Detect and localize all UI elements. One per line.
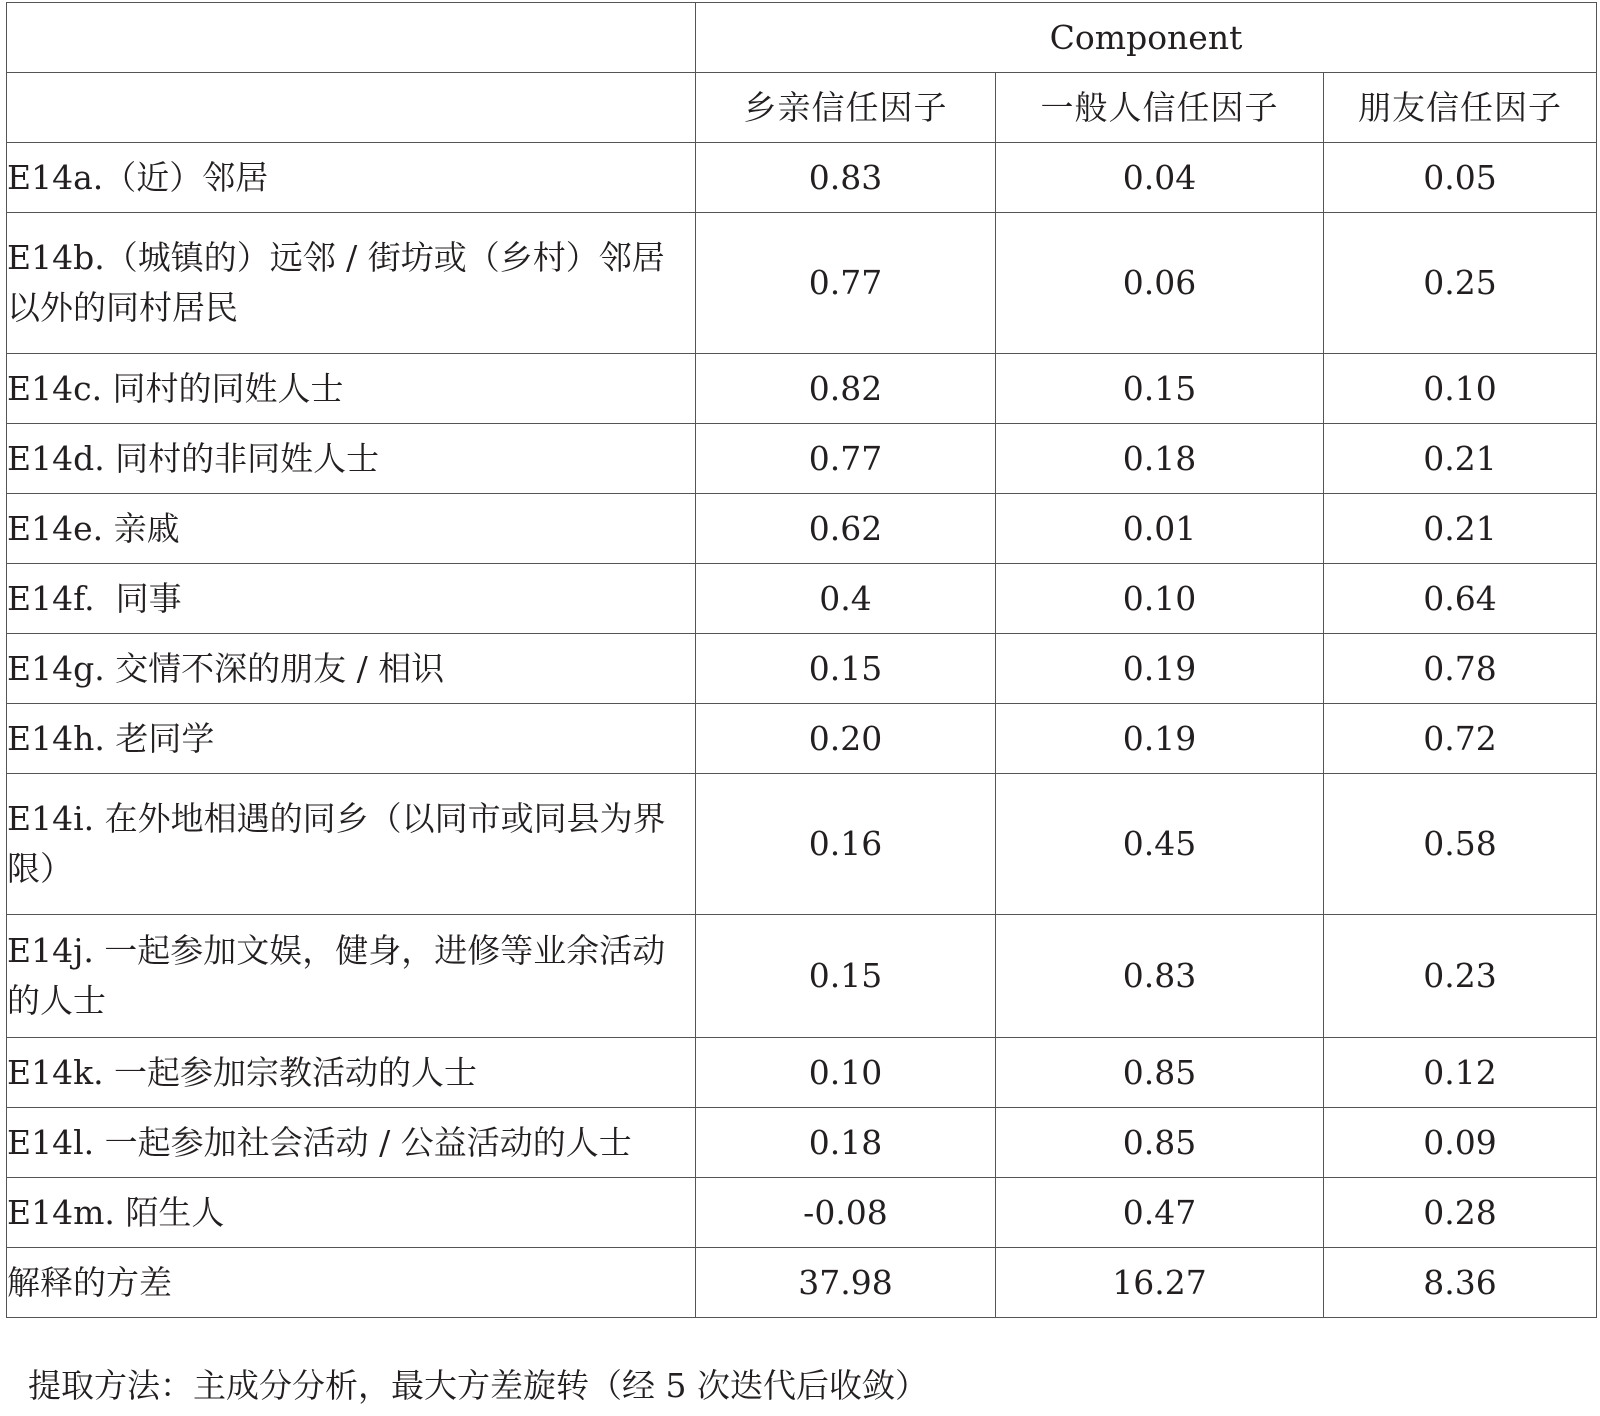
loading-cell: 0.4: [696, 564, 996, 634]
component-group-header: Component: [696, 3, 1597, 73]
loading-cell: 0.62: [696, 494, 996, 564]
loading-cell: 0.58: [1324, 774, 1597, 915]
loading-cell: 0.10: [996, 564, 1324, 634]
table-footnote: 提取方法：主成分分析，最大方差旋转（经 5 次迭代后收敛）: [28, 1366, 928, 1405]
loading-cell: 0.28: [1324, 1178, 1597, 1248]
row-label: E14g. 交情不深的朋友 / 相识: [7, 634, 696, 704]
row-label: E14i. 在外地相遇的同乡（以同市或同县为界限）: [7, 774, 696, 915]
row-label: E14j. 一起参加文娱，健身，进修等业余活动的人士: [7, 915, 696, 1038]
loading-cell: 0.82: [696, 354, 996, 424]
row-label: E14b.（城镇的）远邻 / 街坊或（乡村）邻居以外的同村居民: [7, 213, 696, 354]
loading-cell: 0.12: [1324, 1038, 1597, 1108]
loading-cell: 0.25: [1324, 213, 1597, 354]
row-label: E14c. 同村的同姓人士: [7, 354, 696, 424]
table-row: [7, 564, 1597, 634]
row-label: E14e. 亲戚: [7, 494, 696, 564]
loading-cell: 0.18: [696, 1108, 996, 1178]
row-label: E14m. 陌生人: [7, 1178, 696, 1248]
loading-cell: 0.09: [1324, 1108, 1597, 1178]
table-row: [7, 1038, 1597, 1108]
table-row: [7, 213, 1597, 354]
table-row: [7, 143, 1597, 213]
loading-cell: 0.77: [696, 424, 996, 494]
loading-cell: -0.08: [696, 1178, 996, 1248]
loading-cell: 0.15: [696, 915, 996, 1038]
factor-loadings-table: [6, 2, 1597, 1318]
row-label: E14k. 一起参加宗教活动的人士: [7, 1038, 696, 1108]
loading-cell: 0.05: [1324, 143, 1597, 213]
loading-cell: 0.19: [996, 704, 1324, 774]
loading-cell: 0.15: [996, 354, 1324, 424]
column-header-villager-trust: 乡亲信任因子: [696, 73, 996, 143]
table-row: [7, 424, 1597, 494]
loading-cell: 0.83: [696, 143, 996, 213]
loading-cell: 0.10: [696, 1038, 996, 1108]
variance-cell: 16.27: [996, 1248, 1324, 1318]
loading-cell: 0.72: [1324, 704, 1597, 774]
table-row: [7, 915, 1597, 1038]
table-row: [7, 704, 1597, 774]
variance-cell: 8.36: [1324, 1248, 1597, 1318]
loading-cell: 0.23: [1324, 915, 1597, 1038]
row-label: E14f. 同事: [7, 564, 696, 634]
loading-cell: 0.21: [1324, 494, 1597, 564]
table-row: [7, 1108, 1597, 1178]
loading-cell: 0.04: [996, 143, 1324, 213]
loading-cell: 0.20: [696, 704, 996, 774]
loading-cell: 0.78: [1324, 634, 1597, 704]
header-blank-cell: [7, 73, 696, 143]
row-label: 解释的方差: [7, 1248, 696, 1318]
header-blank-cell: [7, 3, 696, 73]
table-row: [7, 354, 1597, 424]
row-label: E14h. 老同学: [7, 704, 696, 774]
loading-cell: 0.83: [996, 915, 1324, 1038]
loading-cell: 0.16: [696, 774, 996, 915]
loading-cell: 0.64: [1324, 564, 1597, 634]
loading-cell: 0.47: [996, 1178, 1324, 1248]
loading-cell: 0.18: [996, 424, 1324, 494]
variance-cell: 37.98: [696, 1248, 996, 1318]
loading-cell: 0.85: [996, 1038, 1324, 1108]
loading-cell: 0.85: [996, 1108, 1324, 1178]
loading-cell: 0.06: [996, 213, 1324, 354]
loading-cell: 0.19: [996, 634, 1324, 704]
row-label: E14d. 同村的非同姓人士: [7, 424, 696, 494]
table-row: [7, 1178, 1597, 1248]
row-label: E14l. 一起参加社会活动 / 公益活动的人士: [7, 1108, 696, 1178]
loading-cell: 0.77: [696, 213, 996, 354]
table-row-variance-explained: [7, 1248, 1597, 1318]
loading-cell: 0.45: [996, 774, 1324, 915]
loading-cell: 0.01: [996, 494, 1324, 564]
loading-cell: 0.10: [1324, 354, 1597, 424]
column-header-general-trust: 一般人信任因子: [996, 73, 1324, 143]
loading-cell: 0.21: [1324, 424, 1597, 494]
table-row: [7, 634, 1597, 704]
row-label: E14a.（近）邻居: [7, 143, 696, 213]
table-row: [7, 494, 1597, 564]
table-row: [7, 774, 1597, 915]
loading-cell: 0.15: [696, 634, 996, 704]
column-header-friend-trust: 朋友信任因子: [1324, 73, 1597, 143]
